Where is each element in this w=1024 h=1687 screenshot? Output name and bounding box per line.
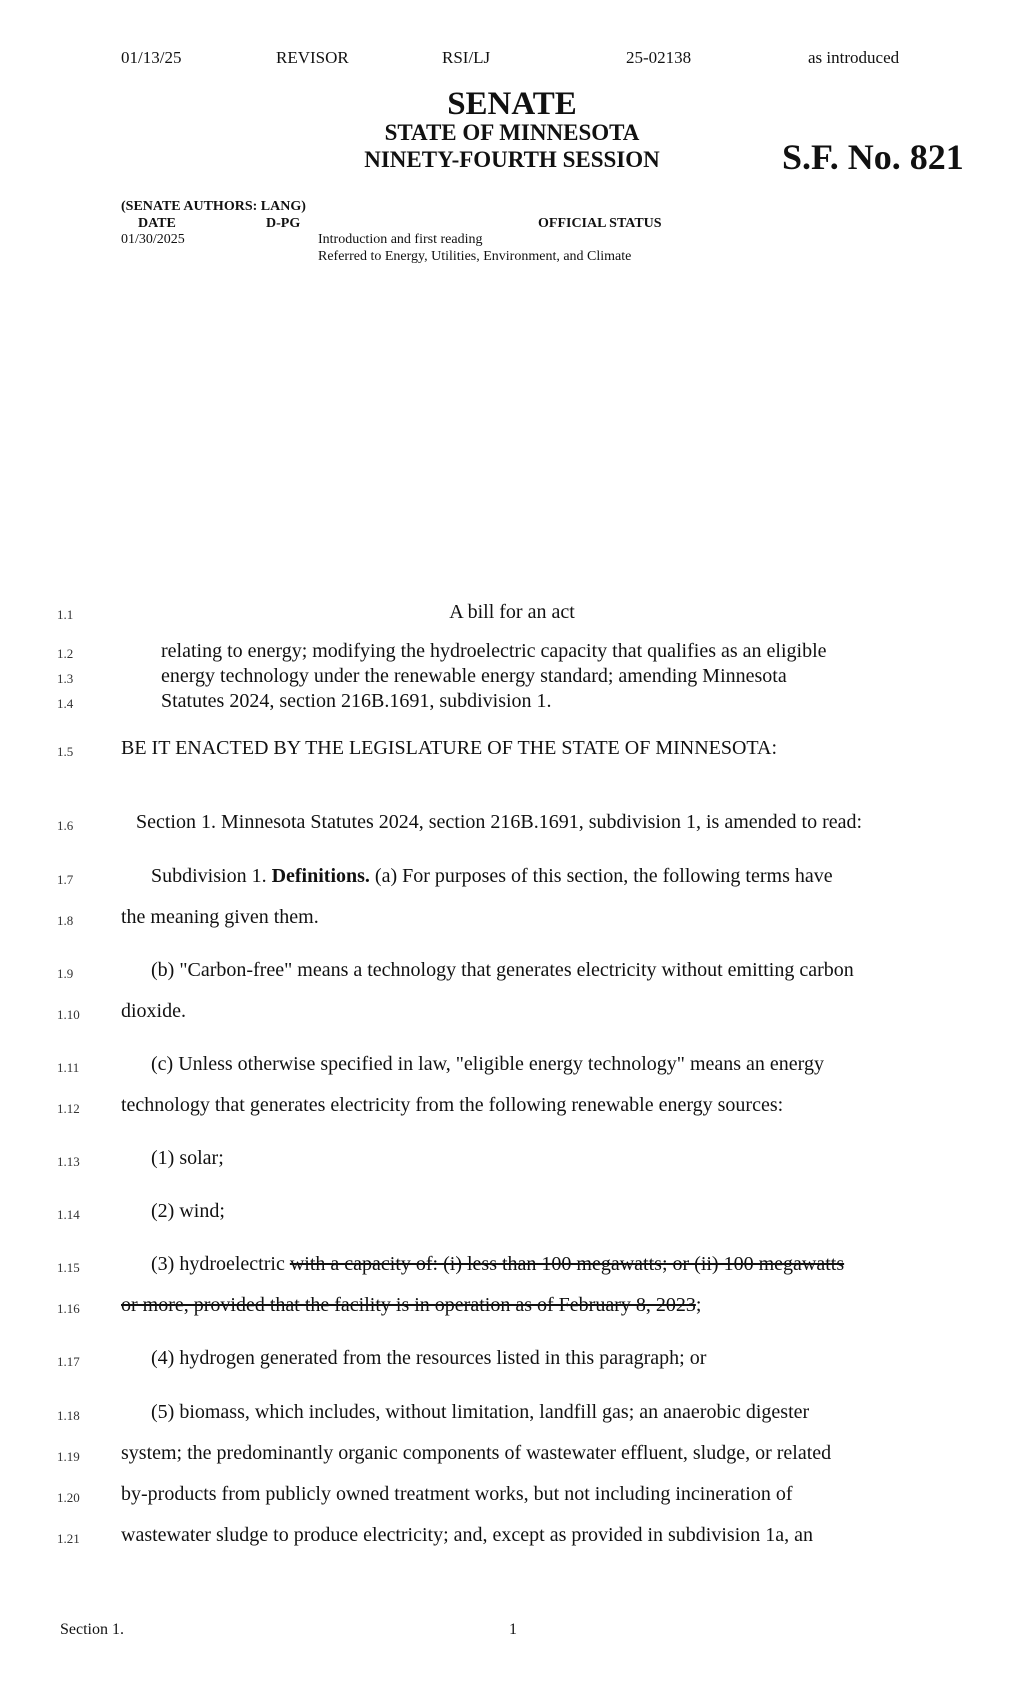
footer-section: Section 1. <box>60 1621 124 1638</box>
body-line: dioxide. <box>121 1000 186 1022</box>
status-col-dpg: D-PG <box>266 216 301 231</box>
body-line: (b) "Carbon-free" means a technology that generates electricity without emitting carbon <box>151 959 854 981</box>
line-number: 1.15 <box>57 1260 80 1275</box>
body-text: ; <box>695 1294 702 1316</box>
line-number: 1.13 <box>57 1154 80 1169</box>
line-number: 1.19 <box>57 1449 80 1464</box>
bill-title-line: relating to energy; modifying the hydroelectric capacity that qualifies as an eligible <box>161 640 827 662</box>
section-heading: Section 1. Minnesota Statutes 2024, section 216B.1691, subdivision 1, is amended to read: <box>136 811 863 833</box>
line-number: 1.14 <box>57 1207 80 1222</box>
list-item <box>151 1253 844 1276</box>
list-item: (5) biomass, which includes, without limitation, landfill gas; an anaerobic digester <box>151 1401 810 1423</box>
body-line: the meaning given them. <box>121 906 319 928</box>
state-title: STATE OF MINNESOTA <box>384 120 640 145</box>
status-col-date: DATE <box>138 216 176 231</box>
line-number: 1.11 <box>57 1060 80 1075</box>
list-item: (4) hydrogen generated from the resources listed in this paragraph; or <box>151 1347 707 1369</box>
line-number: 1.1 <box>57 607 74 622</box>
line-number: 1.16 <box>57 1301 80 1316</box>
bill-number: S.F. No. 821 <box>782 137 964 177</box>
definitions-heading: Definitions. <box>271 865 370 887</box>
body-line: system; the predominantly organic components of wastewater effluent, sludge, or related <box>121 1442 832 1464</box>
status-row-date: 01/30/2025 <box>121 232 185 247</box>
line-number: 1.18 <box>57 1408 80 1423</box>
line-number: 1.20 <box>57 1490 80 1505</box>
line-number: 1.21 <box>57 1531 80 1546</box>
status-col-official: OFFICIAL STATUS <box>538 216 662 231</box>
line-number: 1.10 <box>57 1007 80 1022</box>
body-line: wastewater sludge to produce electricity; and, except as provided in subdivision 1a, an <box>121 1524 814 1546</box>
header-initials: RSI/LJ <box>442 48 491 67</box>
body-text: (3) hydroelectric <box>151 1253 290 1275</box>
list-item: (1) solar; <box>151 1147 224 1169</box>
struck-text: or more, provided that the facility is in operation as of February 8, 2023 <box>121 1294 696 1316</box>
line-number: 1.7 <box>57 872 74 887</box>
body-line: by-products from publicly owned treatment works, but not including incineration of <box>121 1483 793 1505</box>
header-office: REVISOR <box>276 48 349 67</box>
line-number: 1.2 <box>57 646 74 661</box>
body-text: (a) For purposes of this section, the following terms have <box>369 865 833 887</box>
bill-act-heading: A bill for an act <box>449 601 575 623</box>
line-number: 1.5 <box>57 744 74 759</box>
body-line: technology that generates electricity from the following renewable energy sources: <box>121 1094 784 1116</box>
session-title: NINETY-FOURTH SESSION <box>364 147 660 172</box>
line-number: 1.17 <box>57 1354 80 1369</box>
line-number: 1.3 <box>57 671 74 686</box>
list-item: (2) wind; <box>151 1200 225 1222</box>
senate-authors: (SENATE AUTHORS: LANG) <box>121 199 306 214</box>
enacting-clause: BE IT ENACTED BY THE LEGISLATURE OF THE STATE OF MINNESOTA: <box>121 737 778 759</box>
body-line <box>151 865 833 888</box>
line-number: 1.12 <box>57 1101 80 1116</box>
subdivision-label: Subdivision 1. <box>151 865 272 887</box>
bill-title-line: energy technology under the renewable energy standard; amending Minnesota <box>161 665 787 687</box>
body-line <box>121 1294 701 1317</box>
bill-title-line: Statutes 2024, section 216B.1691, subdivision 1. <box>161 690 552 712</box>
status-row-action-1: Introduction and first reading <box>318 232 483 247</box>
struck-text: with a capacity of: (i) less than 100 megawatts; or (ii) 100 megawatts <box>289 1253 845 1275</box>
page-number: 1 <box>509 1621 517 1638</box>
header-date: 01/13/25 <box>121 48 182 67</box>
header-version: as introduced <box>808 48 900 67</box>
line-number: 1.9 <box>57 966 74 981</box>
line-number: 1.8 <box>57 913 74 928</box>
chamber-title: SENATE <box>447 86 577 122</box>
header-doc-number: 25-02138 <box>626 48 692 67</box>
status-row-action-2: Referred to Energy, Utilities, Environment, and Climate <box>318 249 632 264</box>
line-number: 1.6 <box>57 818 74 833</box>
line-number: 1.4 <box>57 696 74 711</box>
body-line: (c) Unless otherwise specified in law, "eligible energy technology" means an energy <box>151 1053 824 1075</box>
